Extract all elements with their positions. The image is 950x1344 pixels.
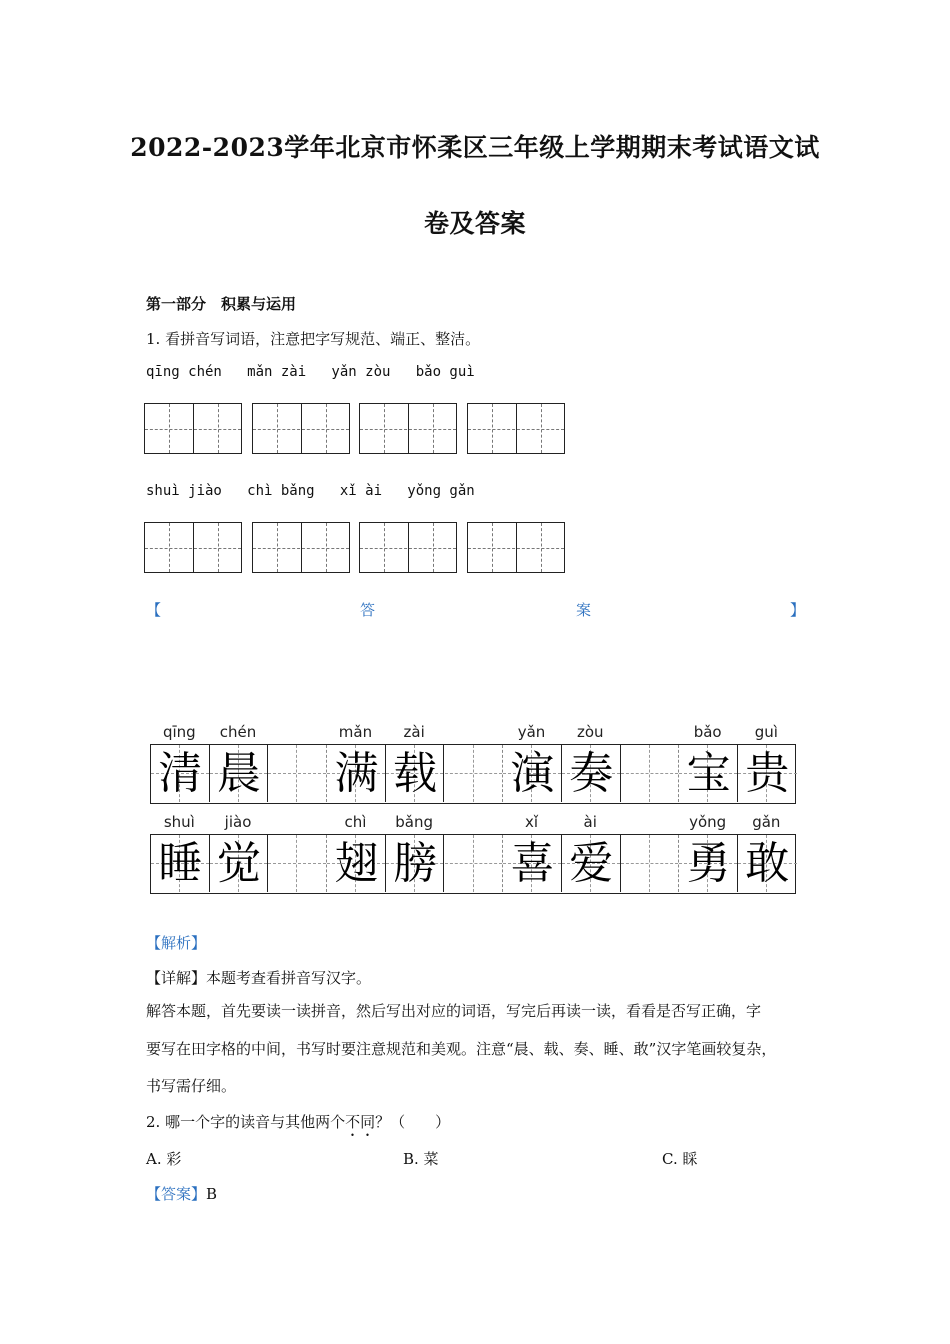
answer-grid-cell <box>562 745 621 802</box>
answer-pinyin: xǐ <box>525 813 539 831</box>
answer-hanzi: 觉 <box>217 838 262 889</box>
answer-label: 【答案】 <box>146 1185 207 1203</box>
question-1-pinyin-row-2: shuì jiào chì bǎng xǐ ài yǒng gǎn <box>146 483 475 499</box>
answer-grid-cell <box>738 835 797 892</box>
answer-grid-cell <box>151 745 210 802</box>
answer-grid-cell <box>503 745 562 802</box>
answer-grid-cell <box>386 835 445 892</box>
answer-pinyin: guì <box>754 723 778 741</box>
answer-hanzi: 载 <box>393 748 438 799</box>
answer-hanzi: 勇 <box>686 838 731 889</box>
tianzi-box[interactable] <box>252 403 350 454</box>
answer-hanzi: 演 <box>510 748 555 799</box>
tianzi-box[interactable] <box>144 403 242 454</box>
question-2-emphasis: 不同 <box>345 1113 376 1131</box>
answer-grid-cell <box>621 835 680 892</box>
answer-hanzi: 喜 <box>510 838 555 889</box>
answer-close-bracket: 】 <box>790 601 806 619</box>
detail-label: 【详解】 <box>146 969 207 987</box>
question-1-text: 1. 看拼音写词语，注意把字写规范、端正、整洁。 <box>146 330 481 348</box>
answer-grid-cell <box>503 835 562 892</box>
answer-hanzi: 清 <box>158 748 203 799</box>
section-heading: 第一部分 积累与运用 <box>146 295 297 313</box>
answer-pinyin: yǎn <box>517 723 546 741</box>
answer-pinyin: chì <box>344 813 367 831</box>
answer-grid-cell <box>679 745 738 802</box>
answer-grid-cell <box>445 745 504 802</box>
answer-grid-row-1 <box>150 744 796 804</box>
option-a[interactable]: A. 彩 <box>146 1150 182 1168</box>
answer-grid-cell <box>679 835 738 892</box>
tianzi-box[interactable] <box>144 522 242 573</box>
question-2-text <box>146 1111 450 1140</box>
answer-grid-cell <box>738 745 797 802</box>
answer-line <box>146 1183 217 1204</box>
answer-pinyin: ài <box>583 813 597 831</box>
detail-paragraph <box>146 967 371 988</box>
answer-pinyin: jiào <box>224 813 252 831</box>
answer-hanzi: 膀 <box>393 838 438 889</box>
answer-pinyin: gǎn <box>752 813 781 831</box>
answer-hanzi: 爱 <box>569 838 614 889</box>
answer-hanzi: 晨 <box>217 748 262 799</box>
answer-hanzi: 贵 <box>745 748 790 799</box>
explain-line-2: 要写在田字格的中间，书写时要注意规范和美观。注意“晨、载、奏、睡、敢”汉字笔画较复杂， <box>146 1040 777 1058</box>
answer-grid-cell <box>327 745 386 802</box>
answer-hanzi: 睡 <box>158 838 203 889</box>
option-c[interactable]: C. 睬 <box>662 1150 698 1168</box>
tianzi-box[interactable] <box>359 522 457 573</box>
answer-pinyin: mǎn <box>338 723 373 741</box>
answer-grid-cell <box>327 835 386 892</box>
tianzi-box[interactable] <box>359 403 457 454</box>
answer-pinyin: shuì <box>163 813 195 831</box>
answer-hanzi: 翅 <box>334 838 379 889</box>
detail-text: 本题考查看拼音写汉字。 <box>206 969 372 987</box>
answer-char-1: 答 <box>360 601 376 619</box>
answer-grid-cell <box>151 835 210 892</box>
answer-pinyin: zòu <box>576 723 604 741</box>
question-2-pre: 2. 哪一个字的读音与其他两个 <box>146 1113 346 1131</box>
document-title-line-2: 卷及答案 <box>423 209 526 238</box>
question-2-post: ？（ ） <box>375 1113 451 1131</box>
answer-pinyin: yǒng <box>689 813 727 831</box>
answer-pinyin: qīng <box>162 723 196 741</box>
answer-pinyin: zài <box>403 723 425 741</box>
question-1-pinyin-row-1: qīng chén mǎn zài yǎn zòu bǎo guì <box>146 364 475 380</box>
answer-hanzi: 满 <box>334 748 379 799</box>
answer-grid-cell <box>562 835 621 892</box>
tianzi-box[interactable] <box>467 522 565 573</box>
answer-pinyin: bǎo <box>693 723 722 741</box>
answer-grid-cell <box>621 745 680 802</box>
answer-hanzi: 奏 <box>569 748 614 799</box>
answer-grid-cell <box>268 835 327 892</box>
answer-open-bracket: 【 <box>146 601 162 619</box>
explain-line-1: 解答本题，首先要读一读拼音，然后写出对应的词语，写完后再读一读，看看是否写正确，字 <box>146 1002 762 1020</box>
answer-grid-row-2 <box>150 834 796 894</box>
document-title-line-1: 2022-2023学年北京市怀柔区三年级上学期期末考试语文试 <box>130 133 820 162</box>
answer-grid-cell <box>445 835 504 892</box>
answer-grid-cell <box>210 835 269 892</box>
explain-line-3: 书写需仔细。 <box>146 1077 237 1095</box>
tianzi-box[interactable] <box>252 522 350 573</box>
option-b[interactable]: B. 菜 <box>403 1150 439 1168</box>
answer-grid-cell <box>268 745 327 802</box>
tianzi-box[interactable] <box>467 403 565 454</box>
answer-char-2: 案 <box>576 601 592 619</box>
answer-hanzi: 敢 <box>745 838 790 889</box>
answer-value: B <box>206 1185 218 1203</box>
answer-grid-cell <box>210 745 269 802</box>
answer-grid-cell <box>386 745 445 802</box>
analysis-label: 【解析】 <box>146 934 207 952</box>
answer-hanzi: 宝 <box>686 748 731 799</box>
answer-pinyin: bǎng <box>395 813 434 831</box>
answer-pinyin: chén <box>219 723 257 741</box>
